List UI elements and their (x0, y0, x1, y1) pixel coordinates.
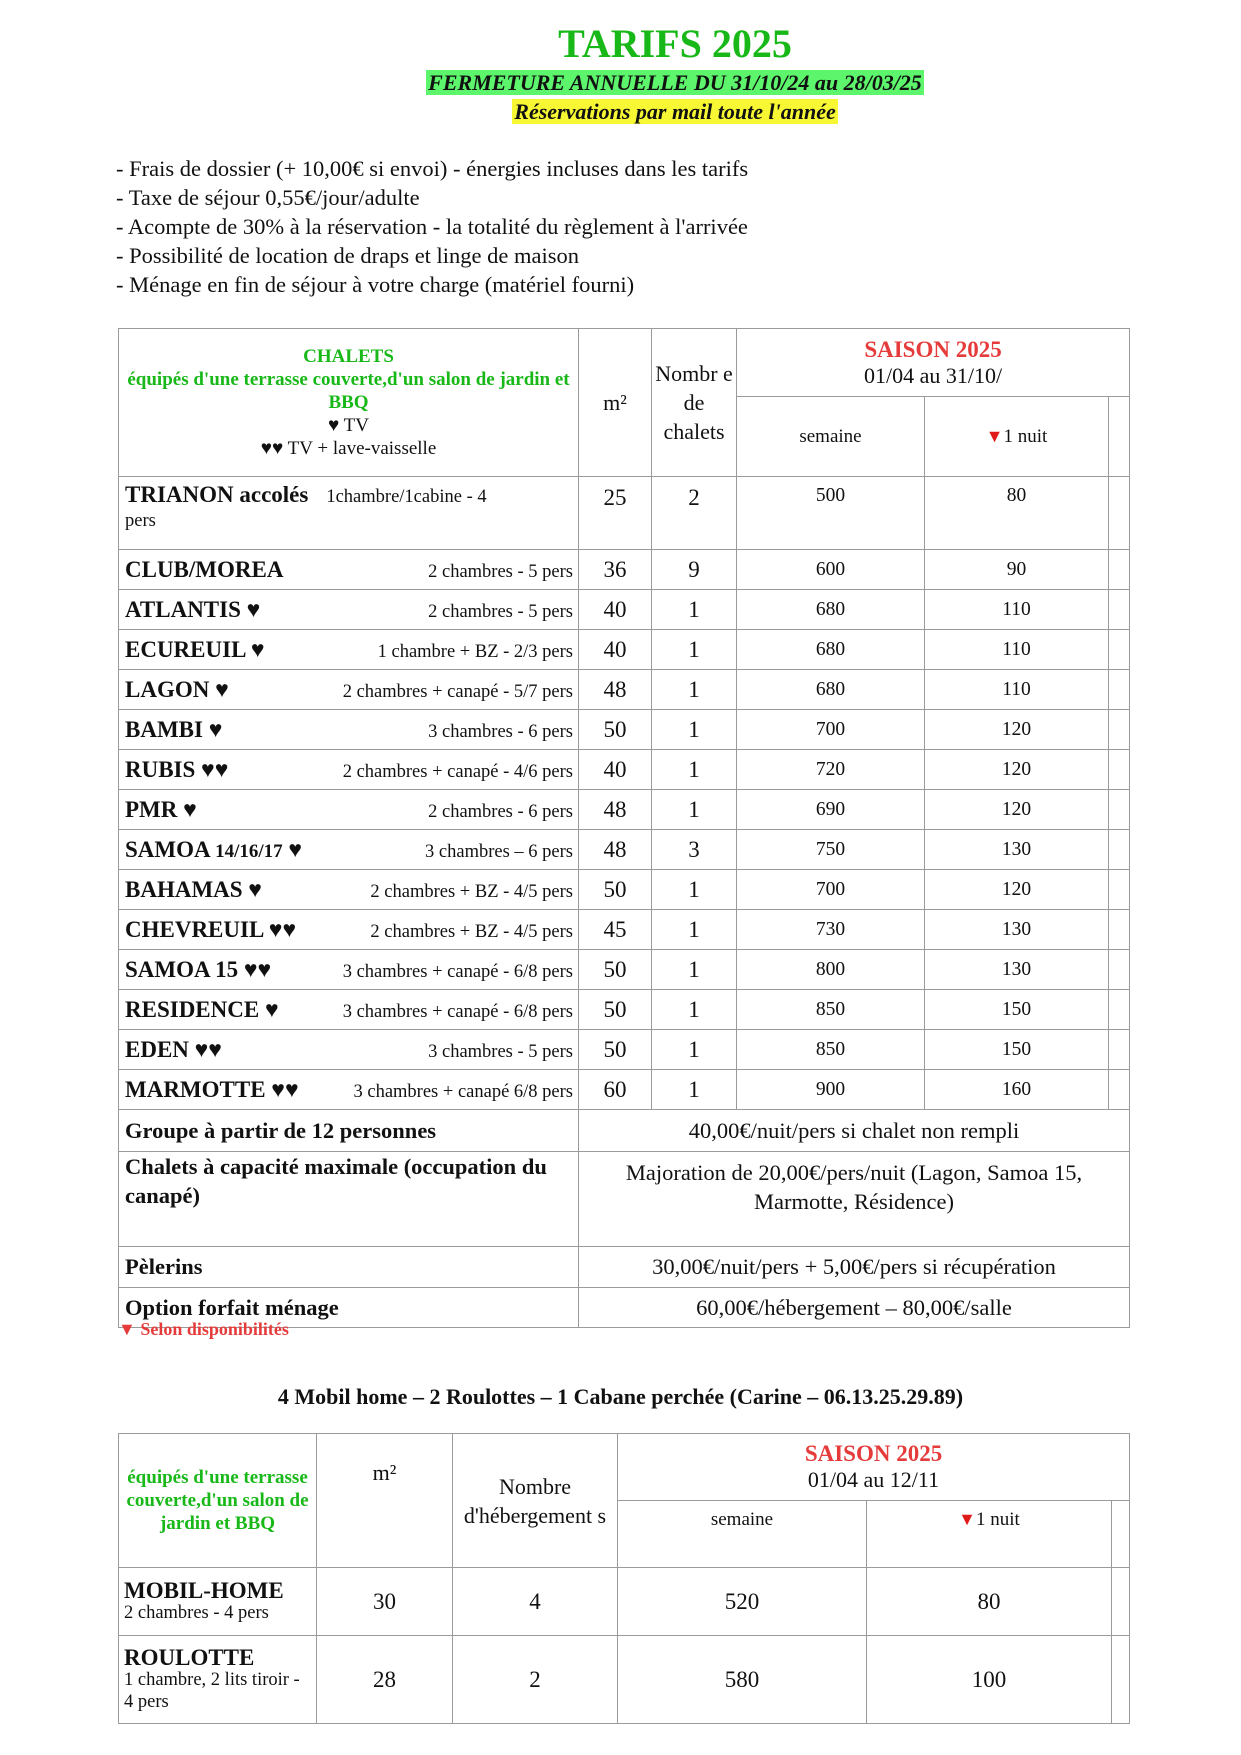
chalet-m2: 60 (579, 1070, 652, 1110)
chalet-name: SAMOA 15 ♥♥ (125, 956, 272, 982)
chalet-week-price: 750 (737, 830, 925, 870)
table-row (119, 670, 1130, 710)
mobil-table (118, 1433, 1130, 1724)
unit-name-cell (119, 1636, 317, 1724)
chalet-description: 2 chambres + BZ - 4/5 pers (370, 921, 573, 942)
condition-item: - Acompte de 30% à la réservation - la totalité du règlement à l'arrivée (116, 214, 748, 239)
table-row (119, 590, 1130, 630)
chalet-night-price: 130 (925, 830, 1109, 870)
chalet-name: ECUREUIL ♥ (125, 636, 265, 662)
condition-item: - Ménage en fin de séjour à votre charge (matériel fourni) (116, 272, 635, 297)
unit-description: 1 chambre, 2 lits tiroir - 4 pers (124, 1669, 300, 1712)
table-row (119, 830, 1130, 870)
season-range: 01/04 au 31/10/ (863, 362, 1003, 388)
chalet-description: 1 chambre + BZ - 2/3 pers (377, 641, 573, 662)
chalet-week-price: 900 (737, 1070, 925, 1110)
chalet-night-price: 110 (925, 590, 1109, 630)
cleaning-value: 60,00€/hébergement – 80,00€/salle (579, 1288, 1130, 1328)
table-row (119, 750, 1130, 790)
chalet-description: 2 chambres + canapé - 4/6 pers (342, 761, 573, 782)
chalet-count: 1 (652, 630, 737, 670)
chalet-name: CHEVREUIL ♥♥ (125, 916, 297, 942)
chalet-name: TRIANON accolés (125, 482, 309, 507)
chalet-night-price: 130 (925, 950, 1109, 990)
chalets-table (118, 328, 1130, 1328)
table-row (119, 477, 1130, 550)
chalet-count: 9 (652, 550, 737, 590)
capacity-value: Majoration de 20,00€/pers/nuit (Lagon, Samoa 15, Marmotte, Résidence) (579, 1152, 1130, 1247)
night-header-label: 1 nuit (1003, 425, 1048, 447)
chalet-name-cell (119, 910, 579, 950)
table-row (119, 1247, 1130, 1288)
table-row (119, 630, 1130, 670)
chalet-week-price: 730 (737, 910, 925, 950)
unit-name: ROULOTTE (124, 1644, 255, 1670)
season-title: SAISON 2025 (864, 336, 1002, 362)
chalet-name-cell (119, 830, 579, 870)
chalet-name-numbers: 14/16/17 (215, 840, 283, 862)
night-header-label: 1 nuit (976, 1509, 1020, 1530)
spacer-cell (1109, 910, 1130, 950)
chalet-name: ATLANTIS ♥ (125, 596, 261, 622)
chalet-m2: 48 (579, 830, 652, 870)
season-header (737, 329, 1130, 397)
chalet-name-cell (119, 950, 579, 990)
chalets-header-tv-dishwasher: ♥♥ TV + lave-vaisselle (260, 438, 437, 459)
chalet-week-price: 700 (737, 710, 925, 750)
chalet-week-price: 720 (737, 750, 925, 790)
spacer-cell (1109, 870, 1130, 910)
chalet-m2: 48 (579, 670, 652, 710)
table-row (119, 950, 1130, 990)
capacity-label: Chalets à capacité maximale (occupation du canapé) (119, 1152, 579, 1247)
unit-night-price: 100 (867, 1636, 1112, 1724)
condition-item: - Frais de dossier (+ 10,00€ si envoi) - énergies incluses dans les tarifs (116, 156, 749, 181)
table-row (119, 550, 1130, 590)
chalet-count: 1 (652, 910, 737, 950)
spacer-cell (1109, 550, 1130, 590)
chalet-week-price: 800 (737, 950, 925, 990)
chalet-name: EDEN ♥♥ (125, 1036, 222, 1062)
chalet-night-price: 120 (925, 710, 1109, 750)
group-value: 40,00€/nuit/pers si chalet non rempli (579, 1110, 1130, 1152)
spacer-cell (1109, 397, 1130, 477)
chalet-week-price: 680 (737, 590, 925, 630)
table-row (119, 790, 1130, 830)
pilgrims-label: Pèlerins (119, 1247, 579, 1288)
chalet-name-cell (119, 477, 579, 550)
chalet-week-price: 700 (737, 870, 925, 910)
spacer-cell (1109, 630, 1130, 670)
chalet-week-price: 600 (737, 550, 925, 590)
table-row (119, 1110, 1130, 1152)
chalet-count: 1 (652, 870, 737, 910)
chalet-night-price: 90 (925, 550, 1109, 590)
availability-note: ▼ Selon disponibilités (118, 1319, 289, 1339)
unit-m2: 28 (317, 1636, 453, 1724)
chalet-name-cell (119, 990, 579, 1030)
chalet-week-price: 850 (737, 1030, 925, 1070)
spacer-cell (1109, 477, 1130, 550)
condition-item: - Taxe de séjour 0,55€/jour/adulte (116, 185, 420, 210)
chalet-count: 2 (652, 477, 737, 550)
table-row (119, 1070, 1130, 1110)
chalet-night-price: 110 (925, 670, 1109, 710)
mobil-section-title: 4 Mobil home – 2 Roulottes – 1 Cabane perchée (Carine – 06.13.25.29.89) (277, 1384, 964, 1409)
table-row (119, 1636, 1130, 1724)
chalet-description: 3 chambres + canapé 6/8 pers (353, 1081, 573, 1102)
table-row (119, 870, 1130, 910)
chalet-name: BAMBI ♥ (125, 716, 223, 742)
triangle-marker-icon: ▼ (958, 1509, 976, 1529)
week-header: semaine (737, 397, 925, 477)
chalet-week-price: 680 (737, 670, 925, 710)
chalet-name-hearts: ♥ (288, 836, 303, 862)
table-row (119, 990, 1130, 1030)
night-header (867, 1501, 1112, 1568)
chalet-m2: 40 (579, 630, 652, 670)
season-range: 01/04 au 12/11 (807, 1467, 940, 1492)
spacer-cell (1109, 670, 1130, 710)
chalet-name-cell (119, 870, 579, 910)
unit-name: MOBIL-HOME (124, 1577, 284, 1603)
spacer-cell (1109, 1070, 1130, 1110)
chalet-week-price: 850 (737, 990, 925, 1030)
chalet-count: 1 (652, 710, 737, 750)
unit-description: 2 chambres - 4 pers (124, 1602, 269, 1623)
chalet-count: 3 (652, 830, 737, 870)
unit-m2: 30 (317, 1568, 453, 1636)
closing-banner (0, 70, 1241, 96)
chalet-name-cell (119, 710, 579, 750)
chalet-name: PMR ♥ (125, 796, 197, 822)
chalet-night-price: 80 (925, 477, 1109, 550)
unit-week-price: 520 (618, 1568, 867, 1636)
spacer-cell (1109, 590, 1130, 630)
chalet-count: 1 (652, 1030, 737, 1070)
spacer-cell (1112, 1501, 1130, 1568)
chalet-m2: 48 (579, 790, 652, 830)
chalet-m2: 50 (579, 1030, 652, 1070)
m2-header: m² (579, 329, 652, 477)
chalet-m2: 50 (579, 990, 652, 1030)
chalets-header-cell (119, 329, 579, 477)
chalet-night-price: 120 (925, 750, 1109, 790)
chalet-count: 1 (652, 1070, 737, 1110)
night-header (925, 397, 1109, 477)
chalet-name-cell (119, 790, 579, 830)
reservations-banner (0, 99, 1241, 125)
chalet-night-price: 150 (925, 1030, 1109, 1070)
spacer-cell (1112, 1568, 1130, 1636)
unit-count: 2 (453, 1636, 618, 1724)
chalet-name-cell (119, 590, 579, 630)
chalet-name-cell (119, 1070, 579, 1110)
spacer-cell (1109, 1030, 1130, 1070)
chalet-description-cont: pers (125, 511, 156, 531)
chalet-description: 3 chambres + canapé - 6/8 pers (342, 961, 573, 982)
chalet-count: 1 (652, 790, 737, 830)
table-row (119, 710, 1130, 750)
closing-text: FERMETURE ANNUELLE DU 31/10/24 au 28/03/25 (428, 70, 922, 95)
page-title: TARIFS 2025 (558, 21, 792, 66)
triangle-marker-icon: ▼ (985, 425, 1004, 446)
chalet-description: 2 chambres - 5 pers (428, 601, 573, 622)
chalet-name-cell (119, 670, 579, 710)
spacer-cell (1109, 830, 1130, 870)
chalet-name: RUBIS ♥♥ (125, 756, 229, 782)
chalet-week-price: 680 (737, 630, 925, 670)
chalet-m2: 45 (579, 910, 652, 950)
unit-week-price: 580 (618, 1636, 867, 1724)
chalets-header-tv: ♥ TV (327, 415, 369, 436)
chalet-count: 1 (652, 670, 737, 710)
chalet-m2: 25 (579, 477, 652, 550)
chalet-count: 1 (652, 590, 737, 630)
chalet-night-price: 160 (925, 1070, 1109, 1110)
chalet-name: RESIDENCE ♥ (125, 996, 279, 1022)
chalet-description: 2 chambres - 5 pers (428, 561, 573, 582)
unit-count: 4 (453, 1568, 618, 1636)
chalet-night-price: 130 (925, 910, 1109, 950)
chalet-name: MARMOTTE ♥♥ (125, 1076, 299, 1102)
table-row (119, 1568, 1130, 1636)
chalet-description: 1chambre/1cabine - 4 (326, 487, 487, 507)
cleaning-label: Option forfait ménage (119, 1288, 579, 1328)
chalet-description: 2 chambres - 6 pers (428, 801, 573, 822)
table-row (119, 910, 1130, 950)
chalet-name (125, 837, 302, 862)
spacer-cell (1109, 710, 1130, 750)
spacer-cell (1109, 790, 1130, 830)
chalets-header-equipment: équipés d'une terrasse couverte,d'un salon de jardin et BBQ (127, 369, 570, 413)
spacer-cell (1109, 750, 1130, 790)
table-row (119, 1152, 1130, 1247)
chalet-name: LAGON ♥ (125, 676, 229, 702)
chalet-name: BAHAMAS ♥ (125, 876, 262, 902)
pilgrims-value: 30,00€/nuit/pers + 5,00€/pers si récupération (579, 1247, 1130, 1288)
chalet-m2: 50 (579, 710, 652, 750)
count-header: Nombre d'hébergement s (453, 1434, 618, 1568)
chalet-description: 3 chambres - 5 pers (428, 1041, 573, 1062)
chalet-name: CLUB/MOREA (125, 556, 284, 582)
chalet-name-cell (119, 630, 579, 670)
group-label: Groupe à partir de 12 personnes (119, 1110, 579, 1152)
table-row (119, 1030, 1130, 1070)
chalets-header-title: CHALETS (303, 346, 394, 367)
chalet-description: 3 chambres - 6 pers (428, 721, 573, 742)
chalet-m2: 40 (579, 750, 652, 790)
chalet-name-cell (119, 550, 579, 590)
mobil-header-equipment: équipés d'une terrasse couverte,d'un salon de jardin et BBQ (119, 1434, 317, 1568)
spacer-cell (1109, 990, 1130, 1030)
chalet-week-price: 500 (737, 477, 925, 550)
m2-header: m² (317, 1434, 453, 1568)
season-title: SAISON 2025 (804, 1441, 943, 1466)
chalet-m2: 36 (579, 550, 652, 590)
chalet-count: 1 (652, 950, 737, 990)
chalet-description: 2 chambres + canapé - 5/7 pers (342, 681, 573, 702)
reservations-text: Réservations par mail toute l'année (514, 99, 836, 124)
unit-night-price: 80 (867, 1568, 1112, 1636)
chalet-night-price: 110 (925, 630, 1109, 670)
chalet-name-cell (119, 750, 579, 790)
chalet-m2: 40 (579, 590, 652, 630)
chalet-m2: 50 (579, 870, 652, 910)
count-header: Nombr e de chalets (652, 329, 737, 477)
spacer-cell (1109, 950, 1130, 990)
chalet-night-price: 150 (925, 990, 1109, 1030)
week-header: semaine (618, 1501, 867, 1568)
chalet-description: 2 chambres + BZ - 4/5 pers (370, 881, 573, 902)
chalet-night-price: 120 (925, 790, 1109, 830)
condition-item: - Possibilité de location de draps et linge de maison (116, 243, 580, 268)
chalet-name-main: SAMOA (125, 836, 210, 862)
unit-name-cell (119, 1568, 317, 1636)
chalet-count: 1 (652, 750, 737, 790)
chalet-count: 1 (652, 990, 737, 1030)
spacer-cell (1112, 1636, 1130, 1724)
chalet-name-cell (119, 1030, 579, 1070)
chalet-m2: 50 (579, 950, 652, 990)
conditions-list (116, 154, 748, 299)
season-header (618, 1434, 1130, 1501)
chalet-week-price: 690 (737, 790, 925, 830)
chalet-description: 3 chambres – 6 pers (425, 841, 573, 862)
chalet-description: 3 chambres + canapé - 6/8 pers (342, 1001, 573, 1022)
chalet-night-price: 120 (925, 870, 1109, 910)
